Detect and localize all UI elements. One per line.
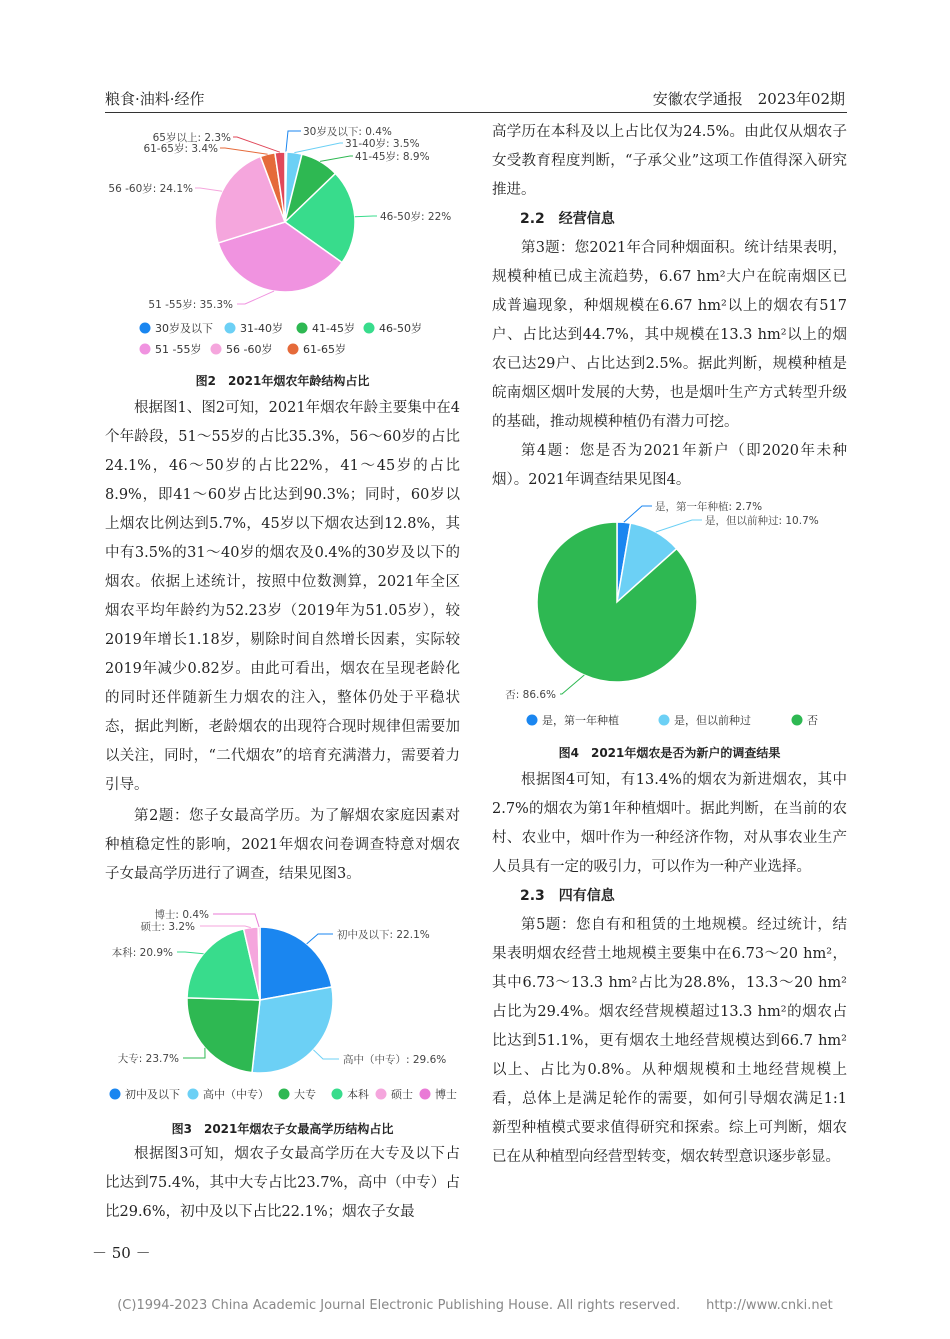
- paragraph: 根据图3可知，烟农子女最高学历在大专及以下占比达到75.4%，其中大专占比23.7%，高中（中专）占比29.6%，初中及以下占比22.1%；烟农子女最: [105, 1146, 460, 1220]
- legend-marker: [659, 715, 670, 726]
- leader-line: [237, 291, 274, 304]
- leader-line: [177, 952, 204, 954]
- section-heading: 2.3 四有信息: [520, 888, 615, 904]
- legend-marker: [527, 715, 538, 726]
- legend-label: 31-40岁: [240, 322, 283, 335]
- header-rule: [105, 112, 847, 113]
- left-column-bottom: [105, 1140, 460, 1227]
- leader-line: [220, 148, 268, 154]
- legend-marker: [211, 344, 222, 355]
- data-label: 是，第一年种植: 2.7%: [655, 501, 763, 513]
- copyright-footer: (C)1994-2023 China Academic Journal Electronic Publishing House. All rights reserved. http://www.cnki.net: [117, 1298, 833, 1313]
- education-pie-chart: [105, 902, 460, 1112]
- paragraph: 第5题：您自有和租赁的土地规模。经过统计，结果表明烟农经营土地规模主要集中在6.73～20 hm²，其中6.73～13.3 hm²占比为28.8%，13.3～20 hm²占比为29.4%。烟农经营规模超过13.3 hm²的烟农占比达到51.1%，更有烟农土地经营规模达到66.7 hm²以上、占比为0.8%。从种烟规模和土地经营规模上看，总体上是满足轮作的需要，如何引导烟农满足1:1新型种植模式要求值得研究和探索。综上可判断，烟农已在从种植型向经营型转变，烟农转型意识逐步彰显。: [492, 917, 847, 1165]
- left-column: [105, 394, 460, 889]
- figure-2: [105, 118, 460, 368]
- pie-slice: [187, 998, 260, 1073]
- newcomer-pie-chart: [492, 496, 847, 736]
- legend-marker: [332, 1089, 343, 1100]
- data-label: 41-45岁: 8.9%: [355, 151, 430, 163]
- data-label: 本科: 20.9%: [111, 947, 173, 959]
- figure-3: [105, 902, 460, 1112]
- legend-marker: [297, 323, 308, 334]
- journal-section: 粮食·油料·经作: [105, 90, 205, 108]
- data-label: 30岁及以下: 0.4%: [303, 126, 392, 138]
- page-number: － 50 －: [92, 1244, 151, 1262]
- data-label: 否: 86.6%: [505, 689, 556, 701]
- paragraph: 根据图4可知，有13.4%的烟农为新进烟农，其中2.7%的烟农为第1年种植烟叶。据此判断，在当前的农村、农业中，烟叶作为一种经济作物，对从事农业生产人员具有一定的吸引力，可以作为一种产业选择。: [492, 772, 847, 875]
- leader-line: [355, 216, 377, 217]
- legend-label: 硕士: [391, 1088, 413, 1101]
- data-label: 65岁以上: 2.3%: [152, 132, 231, 144]
- right-column: [492, 118, 847, 495]
- data-label: 硕士: 3.2%: [140, 921, 195, 933]
- paragraph: 第2题：您子女最高学历。为了解烟农家庭因素对种植稳定性的影响，2021年烟农问卷调查特意对烟农子女最高学历进行了调查，结果见图3。: [105, 808, 460, 882]
- legend-label: 46-50岁: [379, 322, 422, 335]
- data-label: 46-50岁: 22%: [380, 211, 452, 223]
- data-label: 56 -60岁: 24.1%: [108, 183, 193, 195]
- figure-3-caption: 图3 2021年烟农子女最高学历结构占比: [171, 1122, 394, 1136]
- leader-line: [656, 520, 702, 532]
- leader-line: [195, 188, 222, 191]
- leader-line: [624, 506, 652, 522]
- legend-label: 41-45岁: [312, 322, 355, 335]
- legend-label: 博士: [435, 1088, 457, 1101]
- data-label: 初中及以下: 22.1%: [337, 929, 430, 941]
- data-label: 高中（中专）: 29.6%: [343, 1054, 447, 1066]
- data-label: 51 -55岁: 35.3%: [148, 299, 233, 311]
- data-label: 是，但以前种过: 10.7%: [705, 515, 819, 527]
- legend-marker: [140, 323, 151, 334]
- legend-marker: [376, 1089, 387, 1100]
- journal-issue: 安徽农学通报 2023年02期: [652, 90, 845, 108]
- data-label: 31-40岁: 3.5%: [345, 138, 420, 150]
- leader-line: [560, 675, 584, 694]
- legend-label: 否: [807, 714, 818, 727]
- legend-marker: [279, 1089, 290, 1100]
- legend-label: 61-65岁: [303, 343, 346, 356]
- leader-line: [286, 131, 301, 152]
- paragraph: 根据图1、图2可知，2021年烟农年龄主要集中在4个年龄段，51～55岁的占比35.3%，56～60岁的占比24.1%，46～50岁的占比22%，41～45岁的占比8.9%，即41～60岁占比达到90.3%；同时，60岁以上烟农比例达到5.7%，45岁以下烟农达到12.8%，其中有3.5%的31～40岁的烟农及0.4%的30岁及以下的烟农。依据上述统计，按照中位数测算，2021年全区烟农平均年龄约为52.23岁（2019年为51.05岁），较2019年增长1.18岁，剔除时间自然增长因素，实际较2019年减少0.82岁。由此可看出，烟农在呈现老龄化的同时还伴随新生力烟农的注入，整体仍处于平稳状态，据此判断，老龄烟农的出现符合现时规律但需要加以关注，同时，“二代烟农”的培育充满潜力，需要着力引导。: [105, 400, 460, 793]
- legend-label: 高中（中专）: [203, 1088, 269, 1101]
- legend-marker: [140, 344, 151, 355]
- leader-line: [307, 934, 333, 944]
- leader-line: [213, 914, 259, 927]
- data-label: 博士: 0.4%: [154, 909, 209, 921]
- figure-2-caption: 图2 2021年烟农年龄结构占比: [195, 374, 370, 388]
- legend-marker: [188, 1089, 199, 1100]
- paragraph: 高学历在本科及以上占比仅为24.5%。由此仅从烟农子女受教育程度判断，“子承父业”这项工作值得深入研究推进。: [492, 124, 847, 198]
- legend-marker: [364, 323, 375, 334]
- legend-label: 是，第一年种植: [542, 714, 619, 727]
- data-label: 大专: 23.7%: [117, 1053, 179, 1065]
- leader-line: [183, 1048, 205, 1058]
- legend-label: 56 -60岁: [226, 343, 273, 356]
- data-label: 61-65岁: 3.4%: [143, 143, 218, 155]
- legend-marker: [225, 323, 236, 334]
- legend-marker: [420, 1089, 431, 1100]
- figure-4: [492, 496, 847, 736]
- legend-label: 是，但以前种过: [674, 714, 751, 727]
- leader-line: [200, 926, 251, 928]
- paragraph: 第4题：您是否为2021年新户（即2020年未种烟）。2021年调查结果见图4。: [492, 443, 847, 488]
- legend-label: 30岁及以下: [155, 322, 213, 335]
- legend-marker: [288, 344, 299, 355]
- legend-marker: [792, 715, 803, 726]
- legend-label: 本科: [347, 1088, 369, 1101]
- right-column-bottom: [492, 766, 847, 1172]
- pie-slice: [252, 987, 333, 1073]
- leader-line: [294, 143, 343, 153]
- legend-marker: [110, 1089, 121, 1100]
- leader-line: [320, 156, 353, 161]
- leader-line: [313, 1050, 339, 1059]
- age-pie-chart: [105, 118, 460, 368]
- legend-label: 初中及以下: [125, 1088, 180, 1101]
- legend-label: 大专: [294, 1088, 316, 1101]
- section-heading: 2.2 经营信息: [520, 211, 615, 227]
- figure-4-caption: 图4 2021年烟农是否为新户的调查结果: [558, 746, 781, 760]
- paragraph: 第3题：您2021年合同种烟面积。统计结果表明，规模种植已成主流趋势，6.67 hm²大户在皖南烟区已成普遍现象，种烟规模在6.67 hm²以上的烟农有517户、占比达到44.7%，其中规模在13.3 hm²以上的烟农已达29户、占比达到2.5%。据此判断，规模种植是皖南烟区烟叶发展的大势，也是烟叶生产方式转型升级的基础，推动规模种植仍有潜力可挖。: [492, 240, 847, 430]
- legend-label: 51 -55岁: [155, 343, 202, 356]
